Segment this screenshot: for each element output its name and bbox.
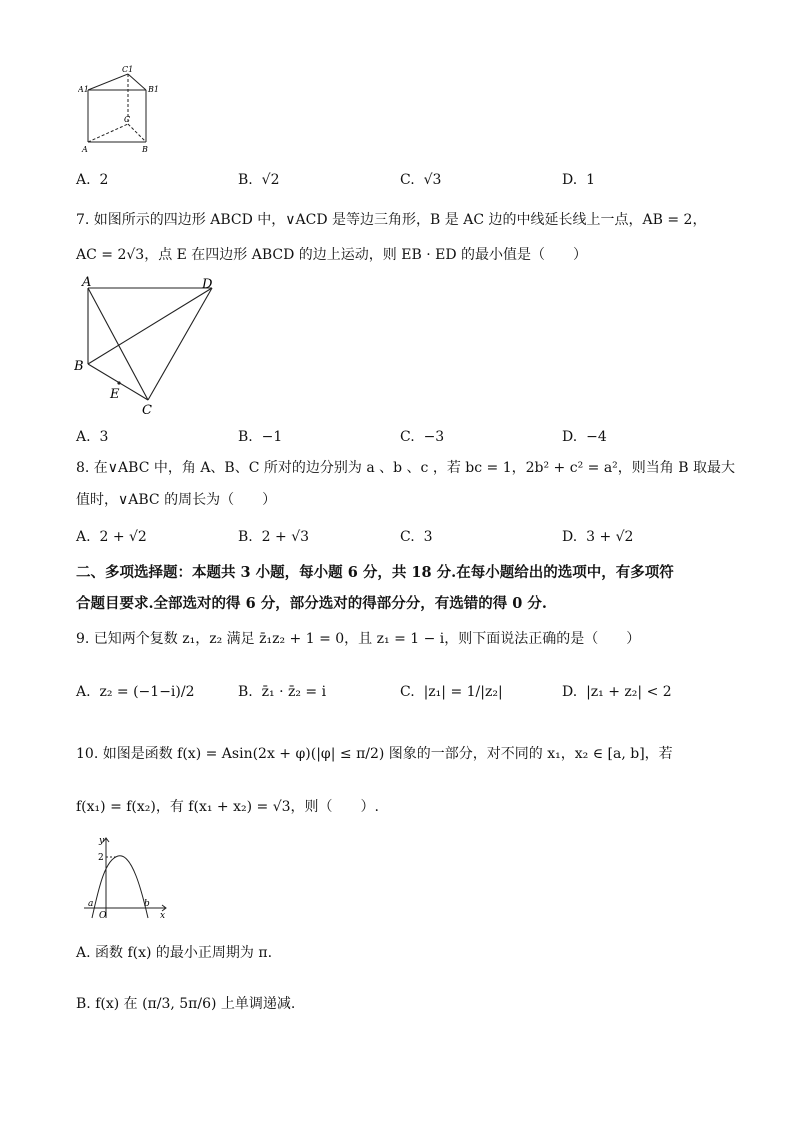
- section-2-heading-line-1: 二、多项选择题：本题共 3 小题，每小题 6 分，共 18 分.在每小题给出的选项中，有多项符: [76, 564, 674, 581]
- q7-line-1: 7. 如图所示的四边形 ABCD 中，∨ACD 是等边三角形，B 是 AC 边的中线延长线上一点，AB = 2，: [76, 212, 707, 228]
- q6-option-d: D. 1: [562, 172, 596, 188]
- q7-option-b: B. −1: [238, 429, 283, 445]
- q8-option-a: A. 2 + √2: [76, 529, 147, 545]
- q9-option-a: A. z₂ = (−1−i)/2: [76, 684, 195, 700]
- q10-line-1: 10. 如图是函数 f(x) = Asin(2x + φ)(|φ| ≤ π/2) 图象的一部分，对不同的 x₁，x₂ ∈ [a, b]，若: [76, 746, 673, 762]
- q6-option-c: C. √3: [400, 172, 442, 188]
- q6-option-a: A. 2: [76, 172, 109, 188]
- q7-line-2: AC = 2√3，点 E 在四边形 ABCD 的边上运动，则 EB · ED 的最小值是（ ）: [76, 247, 588, 263]
- graph-label-y: y: [99, 836, 105, 846]
- graph-label-b: b: [144, 899, 150, 909]
- q7-option-c: C. −3: [400, 429, 445, 445]
- graph-label-x: x: [160, 911, 166, 921]
- q10-line-2: f(x₁) = f(x₂)，有 f(x₁ + x₂) = √3，则（ ）.: [76, 799, 379, 815]
- prism-label-c: C: [124, 115, 131, 124]
- q8-option-c: C. 3: [400, 529, 433, 545]
- q8-option-d: D. 3 + √2: [562, 529, 634, 545]
- q9-option-d: D. |z₁ + z₂| < 2: [562, 684, 672, 700]
- q6-option-b: B. √2: [238, 172, 280, 188]
- fig7-label-d: D: [202, 277, 213, 292]
- prism-label-a: A: [82, 145, 88, 154]
- prism-figure: [78, 62, 162, 154]
- graph-label-a: a: [88, 899, 94, 909]
- prism-label-a1: A1: [78, 85, 89, 94]
- fig7-label-e: E: [110, 387, 120, 402]
- fig7-label-c: C: [142, 403, 152, 418]
- prism-label-c1: C1: [122, 65, 134, 74]
- graph-label-2: 2: [98, 853, 104, 863]
- q8-line-2: 值时，∨ABC 的周长为（ ）: [76, 492, 277, 508]
- sine-graph-figure: [80, 832, 172, 922]
- quadrilateral-figure: [74, 276, 224, 418]
- fig7-label-b: B: [74, 359, 84, 374]
- section-2-heading-line-2: 合题目要求.全部选对的得 6 分，部分选对的得部分分，有选错的得 0 分.: [76, 595, 547, 612]
- q8-option-b: B. 2 + √3: [238, 529, 310, 545]
- q9-option-c: C. |z₁| = 1/|z₂|: [400, 684, 503, 700]
- fig7-label-a: A: [82, 276, 92, 290]
- q9-line-1: 9. 已知两个复数 z₁，z₂ 满足 z̄₁z₂ + 1 = 0，且 z₁ = 1 − i，则下面说法正确的是（ ）: [76, 631, 641, 647]
- q8-line-1: 8. 在∨ABC 中，角 A、B、C 所对的边分别为 a 、b 、c ，若 bc = 1，2b² + c² = a²，则当角 B 取最大: [76, 460, 735, 476]
- q7-option-d: D. −4: [562, 429, 607, 445]
- prism-label-b1: B1: [148, 85, 159, 94]
- prism-label-b: B: [142, 145, 148, 154]
- q10-option-a: A. 函数 f(x) 的最小正周期为 π.: [76, 945, 273, 961]
- q7-option-a: A. 3: [76, 429, 109, 445]
- graph-label-o: O: [99, 911, 107, 921]
- q9-option-b: B. z̄₁ · z̄₂ = i: [238, 684, 327, 700]
- q10-option-b: B. f(x) 在 (π/3, 5π/6) 上单调递减.: [76, 996, 296, 1012]
